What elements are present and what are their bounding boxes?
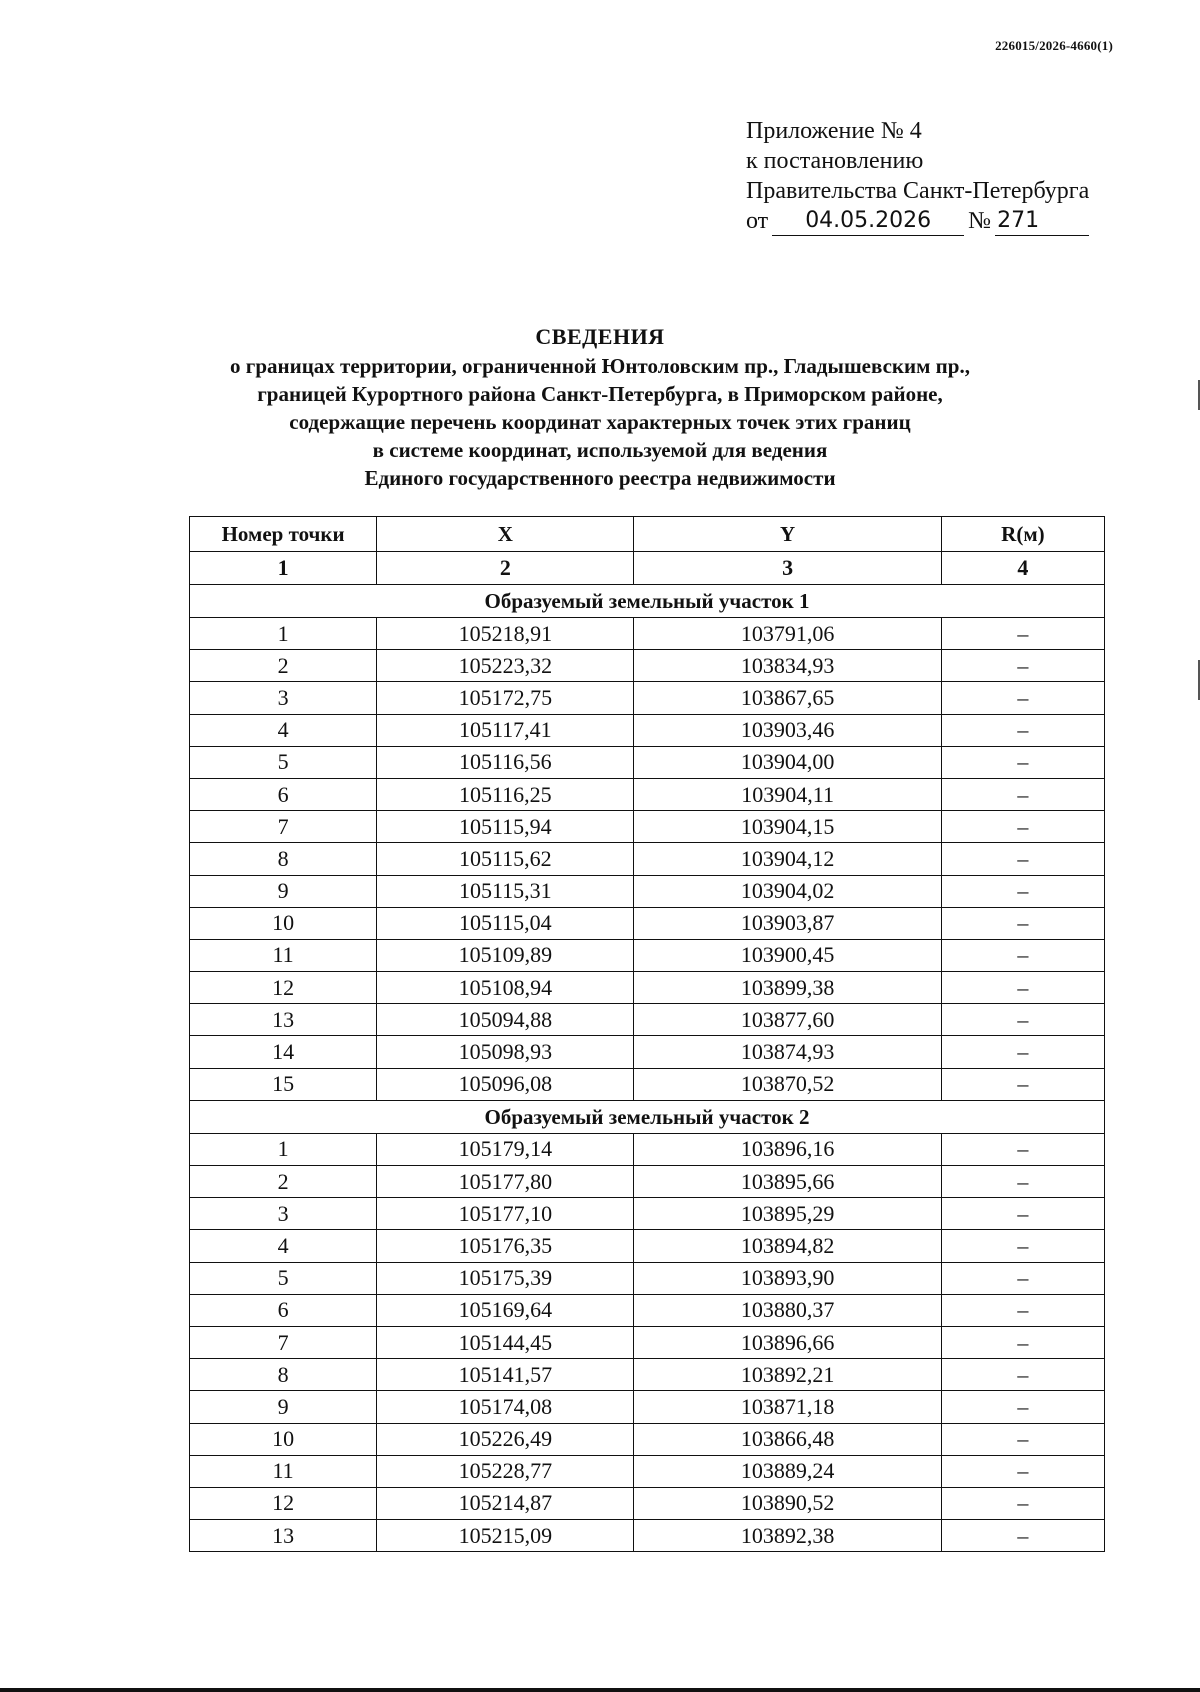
appendix-block (746, 116, 1093, 236)
radius-cell: – (941, 1262, 1104, 1294)
point-number-cell: 11 (190, 1455, 377, 1487)
column-number-cell: 4 (941, 552, 1104, 585)
radius-cell: – (941, 1520, 1104, 1552)
scan-border (0, 1688, 1200, 1692)
radius-cell: – (941, 1423, 1104, 1455)
point-number-cell: 5 (190, 746, 377, 778)
point-number-cell: 3 (190, 1198, 377, 1230)
point-number-cell: 3 (190, 682, 377, 714)
y-coordinate-cell: 103874,93 (634, 1036, 941, 1068)
table-row (190, 811, 1105, 843)
table-row (190, 778, 1105, 810)
y-coordinate-cell: 103866,48 (634, 1423, 941, 1455)
radius-cell: – (941, 907, 1104, 939)
radius-cell: – (941, 1198, 1104, 1230)
x-coordinate-cell: 105214,87 (377, 1487, 634, 1519)
x-coordinate-cell: 105116,25 (377, 778, 634, 810)
table-row (190, 1455, 1105, 1487)
point-number-cell: 10 (190, 907, 377, 939)
heading-line: Единого государственного реестра недвижимости (364, 466, 836, 490)
point-number-cell: 15 (190, 1068, 377, 1100)
table-row (190, 1391, 1105, 1423)
radius-cell: – (941, 682, 1104, 714)
point-number-cell: 13 (190, 1520, 377, 1552)
x-coordinate-cell: 105228,77 (377, 1455, 634, 1487)
table-row (190, 972, 1105, 1004)
radius-cell: – (941, 778, 1104, 810)
header-point-number: Номер точки (190, 517, 377, 552)
point-number-cell: 9 (190, 875, 377, 907)
x-coordinate-cell: 105115,62 (377, 843, 634, 875)
y-coordinate-cell: 103896,16 (634, 1133, 941, 1165)
header-x: X (377, 517, 634, 552)
x-coordinate-cell: 105115,04 (377, 907, 634, 939)
x-coordinate-cell: 105215,09 (377, 1520, 634, 1552)
radius-cell: – (941, 714, 1104, 746)
radius-cell: – (941, 1036, 1104, 1068)
x-coordinate-cell: 105175,39 (377, 1262, 634, 1294)
table-row (190, 650, 1105, 682)
table-row (190, 1230, 1105, 1262)
table-row (190, 746, 1105, 778)
y-coordinate-cell: 103834,93 (634, 650, 941, 682)
radius-cell: – (941, 875, 1104, 907)
heading-line: в системе координат, используемой для ведения (372, 438, 828, 462)
table-row (190, 618, 1105, 650)
header-radius: R(м) (941, 517, 1104, 552)
radius-cell: – (941, 1133, 1104, 1165)
column-number-cell: 2 (377, 552, 634, 585)
x-coordinate-cell: 105226,49 (377, 1423, 634, 1455)
y-coordinate-cell: 103893,90 (634, 1262, 941, 1294)
point-number-cell: 11 (190, 939, 377, 971)
point-number-cell: 8 (190, 843, 377, 875)
appendix-date-row (746, 206, 1093, 236)
document-number: 226015/2026-4660(1) (995, 38, 1113, 53)
header-row (190, 517, 1105, 552)
table-row (190, 1198, 1105, 1230)
y-coordinate-cell: 103889,24 (634, 1455, 941, 1487)
y-coordinate-cell: 103892,38 (634, 1520, 941, 1552)
number-label: № (968, 208, 992, 234)
radius-cell: – (941, 1166, 1104, 1198)
point-number-cell: 8 (190, 1359, 377, 1391)
y-coordinate-cell: 103904,02 (634, 875, 941, 907)
table-body (190, 552, 1105, 1552)
heading-title: СВЕДЕНИЯ (535, 324, 665, 349)
table-row (190, 714, 1105, 746)
y-coordinate-cell: 103903,87 (634, 907, 941, 939)
table-row (190, 1359, 1105, 1391)
table-head (190, 517, 1105, 552)
y-coordinate-cell: 103896,66 (634, 1326, 941, 1358)
x-coordinate-cell: 105115,94 (377, 811, 634, 843)
point-number-cell: 7 (190, 1326, 377, 1358)
point-number-cell: 14 (190, 1036, 377, 1068)
x-coordinate-cell: 105169,64 (377, 1294, 634, 1326)
point-number-cell: 5 (190, 1262, 377, 1294)
radius-cell: – (941, 811, 1104, 843)
point-number-cell: 6 (190, 1294, 377, 1326)
table-row (190, 875, 1105, 907)
radius-cell: – (941, 1230, 1104, 1262)
point-number-cell: 12 (190, 1487, 377, 1519)
resolution-number: 271 (995, 209, 1089, 236)
point-number-cell: 4 (190, 714, 377, 746)
y-coordinate-cell: 103791,06 (634, 618, 941, 650)
y-coordinate-cell: 103894,82 (634, 1230, 941, 1262)
column-number-cell: 3 (634, 552, 941, 585)
x-coordinate-cell: 105172,75 (377, 682, 634, 714)
x-coordinate-cell: 105109,89 (377, 939, 634, 971)
y-coordinate-cell: 103895,66 (634, 1166, 941, 1198)
x-coordinate-cell: 105177,10 (377, 1198, 634, 1230)
x-coordinate-cell: 105218,91 (377, 618, 634, 650)
y-coordinate-cell: 103877,60 (634, 1004, 941, 1036)
x-coordinate-cell: 105116,56 (377, 746, 634, 778)
y-coordinate-cell: 103871,18 (634, 1391, 941, 1423)
radius-cell: – (941, 1326, 1104, 1358)
appendix-line-1: Приложение № 4 (746, 118, 922, 144)
table-row (190, 1487, 1105, 1519)
x-coordinate-cell: 105176,35 (377, 1230, 634, 1262)
radius-cell: – (941, 1455, 1104, 1487)
radius-cell: – (941, 618, 1104, 650)
x-coordinate-cell: 105094,88 (377, 1004, 634, 1036)
y-coordinate-cell: 103904,15 (634, 811, 941, 843)
y-coordinate-cell: 103904,00 (634, 746, 941, 778)
radius-cell: – (941, 1487, 1104, 1519)
x-coordinate-cell: 105108,94 (377, 972, 634, 1004)
point-number-cell: 1 (190, 1133, 377, 1165)
y-coordinate-cell: 103880,37 (634, 1294, 941, 1326)
x-coordinate-cell: 105174,08 (377, 1391, 634, 1423)
section-title: Образуемый земельный участок 1 (190, 585, 1105, 618)
y-coordinate-cell: 103895,29 (634, 1198, 941, 1230)
table-row (190, 1004, 1105, 1036)
table-row (190, 1036, 1105, 1068)
point-number-cell: 2 (190, 650, 377, 682)
radius-cell: – (941, 939, 1104, 971)
radius-cell: – (941, 1359, 1104, 1391)
y-coordinate-cell: 103900,45 (634, 939, 941, 971)
table-row (190, 1166, 1105, 1198)
document-heading (0, 322, 1200, 492)
radius-cell: – (941, 1004, 1104, 1036)
ot-label: от (746, 208, 769, 234)
heading-line: содержащие перечень координат характерных точек этих границ (289, 410, 911, 434)
table-row (190, 1068, 1105, 1100)
point-number-cell: 4 (190, 1230, 377, 1262)
y-coordinate-cell: 103903,46 (634, 714, 941, 746)
appendix-line-2: к постановлению (746, 148, 924, 174)
point-number-cell: 13 (190, 1004, 377, 1036)
y-coordinate-cell: 103890,52 (634, 1487, 941, 1519)
table-row (190, 907, 1105, 939)
table-row (190, 1133, 1105, 1165)
point-number-cell: 10 (190, 1423, 377, 1455)
radius-cell: – (941, 746, 1104, 778)
table-row (190, 1423, 1105, 1455)
radius-cell: – (941, 650, 1104, 682)
x-coordinate-cell: 105117,41 (377, 714, 634, 746)
x-coordinate-cell: 105096,08 (377, 1068, 634, 1100)
heading-line: о границах территории, ограниченной Юнтоловским пр., Гладышевским пр., (230, 354, 970, 378)
y-coordinate-cell: 103904,11 (634, 778, 941, 810)
appendix-line-3: Правительства Санкт-Петербурга (746, 178, 1090, 204)
section-row (190, 585, 1105, 618)
section-title: Образуемый земельный участок 2 (190, 1100, 1105, 1133)
x-coordinate-cell: 105179,14 (377, 1133, 634, 1165)
point-number-cell: 6 (190, 778, 377, 810)
x-coordinate-cell: 105098,93 (377, 1036, 634, 1068)
point-number-cell: 12 (190, 972, 377, 1004)
table-row (190, 1262, 1105, 1294)
column-number-cell: 1 (190, 552, 377, 585)
point-number-cell: 9 (190, 1391, 377, 1423)
x-coordinate-cell: 105144,45 (377, 1326, 634, 1358)
x-coordinate-cell: 105141,57 (377, 1359, 634, 1391)
point-number-cell: 7 (190, 811, 377, 843)
resolution-date: 04.05.2026 (772, 209, 964, 236)
x-coordinate-cell: 105177,80 (377, 1166, 634, 1198)
y-coordinate-cell: 103867,65 (634, 682, 941, 714)
point-number-cell: 2 (190, 1166, 377, 1198)
radius-cell: – (941, 972, 1104, 1004)
radius-cell: – (941, 1068, 1104, 1100)
radius-cell: – (941, 843, 1104, 875)
table-row (190, 939, 1105, 971)
x-coordinate-cell: 105223,32 (377, 650, 634, 682)
y-coordinate-cell: 103899,38 (634, 972, 941, 1004)
point-number-cell: 1 (190, 618, 377, 650)
x-coordinate-cell: 105115,31 (377, 875, 634, 907)
radius-cell: – (941, 1391, 1104, 1423)
column-number-row (190, 552, 1105, 585)
table-row (190, 1326, 1105, 1358)
table-row (190, 843, 1105, 875)
radius-cell: – (941, 1294, 1104, 1326)
coordinates-table (189, 516, 1105, 1552)
heading-line: границей Курортного района Санкт-Петербурга, в Приморском районе, (257, 382, 943, 406)
y-coordinate-cell: 103870,52 (634, 1068, 941, 1100)
table-row (190, 682, 1105, 714)
header-y: Y (634, 517, 941, 552)
table-row (190, 1520, 1105, 1552)
y-coordinate-cell: 103892,21 (634, 1359, 941, 1391)
table-row (190, 1294, 1105, 1326)
section-row (190, 1100, 1105, 1133)
y-coordinate-cell: 103904,12 (634, 843, 941, 875)
